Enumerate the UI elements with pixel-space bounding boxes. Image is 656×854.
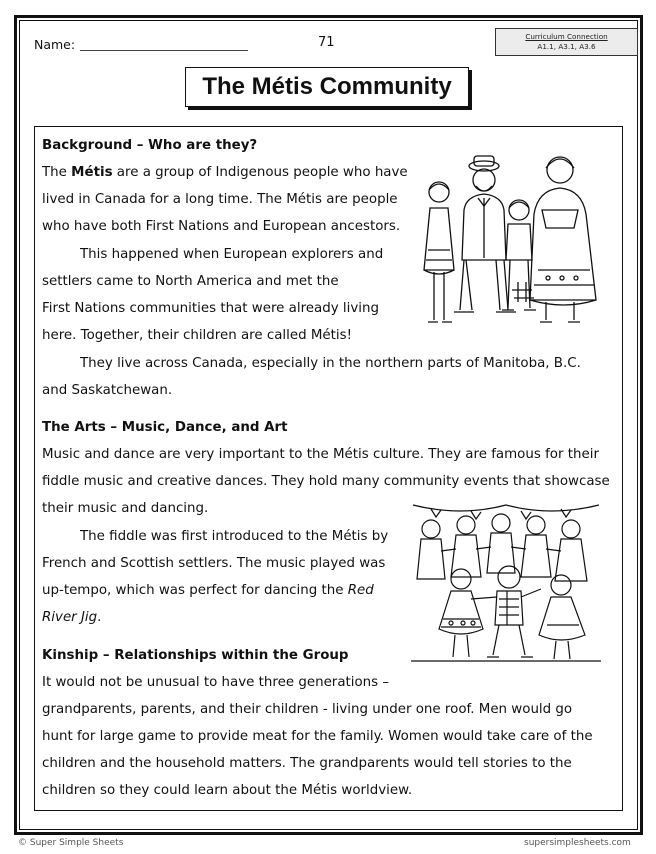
arts-line-2: fiddle music and creative dances. They hold many community events that showcase (42, 474, 610, 489)
background-line-5: settlers came to North America and met the (42, 274, 339, 289)
arts-line-4: The fiddle was first introduced to the Métis by (80, 529, 389, 544)
kinship-line-2: grandparents, parents, and their children - living under one roof. Men would go (42, 702, 573, 717)
curriculum-title: Curriculum Connection (525, 32, 608, 41)
background-line-2: lived in Canada for a long time. The Métis are people (42, 192, 398, 207)
kinship-line-1: It would not be unusual to have three generations – (42, 675, 390, 690)
name-label: Name: (34, 37, 76, 52)
arts-heading: The Arts – Music, Dance, and Art (42, 420, 288, 435)
name-field[interactable] (34, 37, 248, 52)
metis-bold: Métis (71, 165, 113, 180)
page-title: The Métis Community (185, 67, 469, 107)
kinship-line-4: children and the household matters. The grandparents would tell stories to the (42, 756, 572, 771)
arts-line-3: their music and dancing. (42, 501, 209, 516)
background-line-8: They live across Canada, especially in the northern parts of Manitoba, B.C. (80, 356, 581, 371)
kinship-line-5: children so they could learn about the Métis worldview. (42, 783, 413, 798)
background-line-7: here. Together, their children are called Métis! (42, 328, 352, 343)
metis-family-illustration (414, 150, 600, 336)
background-line-3: who have both First Nations and European ancestors. (42, 219, 401, 234)
background-heading: Background – Who are they? (42, 138, 258, 153)
footer-website[interactable]: supersimplesheets.com (524, 838, 631, 848)
curriculum-connection-box (495, 28, 638, 56)
background-line-1: The Métis are a group of Indigenous people who have (42, 165, 408, 180)
background-line-4: This happened when European explorers and (80, 247, 384, 262)
arts-line-1: Music and dance are very important to the Métis culture. They are famous for their (42, 447, 599, 462)
arts-line-5: French and Scottish settlers. The music played was (42, 556, 386, 571)
arts-line-6: up-tempo, which was perfect for dancing the Red (42, 583, 374, 598)
page-number: 71 (318, 35, 335, 50)
arts-line-7: River Jig. (42, 610, 102, 625)
background-line-6: First Nations communities that were already living (42, 301, 380, 316)
name-line[interactable] (80, 50, 248, 51)
dancing-children-illustration (411, 499, 601, 665)
red-river-jig-italic: Red (347, 583, 374, 598)
footer-copyright: © Super Simple Sheets (18, 838, 124, 848)
curriculum-codes: A1.1, A3.1, A3.6 (537, 42, 596, 51)
background-line-9: and Saskatchewan. (42, 383, 173, 398)
kinship-line-3: hunt for large game to provide meat for the family. Women would take care of the (42, 729, 593, 744)
kinship-heading: Kinship – Relationships within the Group (42, 648, 349, 663)
